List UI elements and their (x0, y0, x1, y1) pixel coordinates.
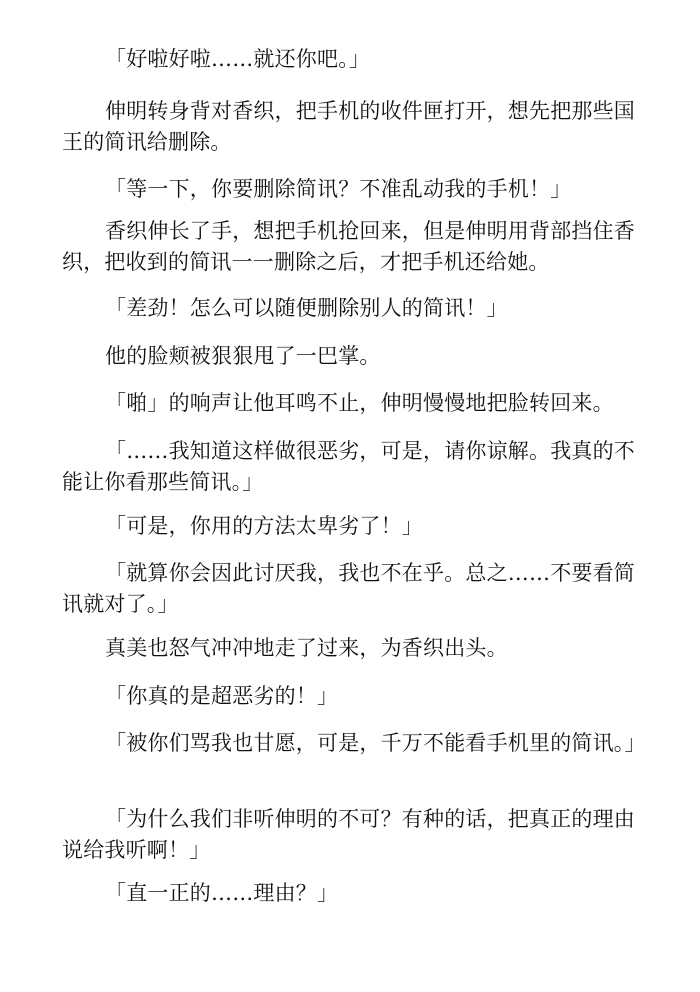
paragraph: 「好啦好啦……就还你吧。」 (105, 47, 371, 71)
paragraph: 他的脸颊被狠狠甩了一巴掌。 (105, 344, 381, 368)
paragraph: 「等一下，你要删除简讯？不准乱动我的手机！」 (105, 177, 572, 201)
paragraph: 「就算你会因此讨厌我，我也不在乎。总之……不要看简讯就对了。」 (62, 561, 635, 616)
paragraph: 真美也怒气冲冲地走了过来，为香织出头。 (105, 636, 508, 660)
paragraph: 「你真的是超恶劣的！」 (105, 684, 339, 708)
paragraph: 「差劲！怎么可以随便删除别人的简讯！」 (105, 296, 508, 320)
paragraph: 「直一正的……理由？」 (105, 881, 339, 905)
paragraph: 「可是，你用的方法太卑劣了！」 (105, 514, 423, 538)
paragraph: 香织伸长了手，想把手机抢回来，但是伸明用背部挡住香织，把收到的简讯一一删除之后，才把手机还给她。 (62, 219, 635, 274)
paragraph: 伸明转身背对香织，把手机的收件匣打开，想先把那些国王的简讯给删除。 (62, 99, 635, 154)
paragraph: 「被你们骂我也甘愿，可是，千万不能看手机里的简讯。」 (105, 731, 646, 755)
paragraph: 「啪」的响声让他耳鸣不止，伸明慢慢地把脸转回来。 (105, 391, 614, 415)
paragraph: 「为什么我们非听伸明的不可？有种的话，把真正的理由说给我听啊！」 (62, 807, 635, 862)
paragraph: 「……我知道这样做很恶劣，可是，请你谅解。我真的不能让你看那些简讯。」 (62, 439, 635, 494)
